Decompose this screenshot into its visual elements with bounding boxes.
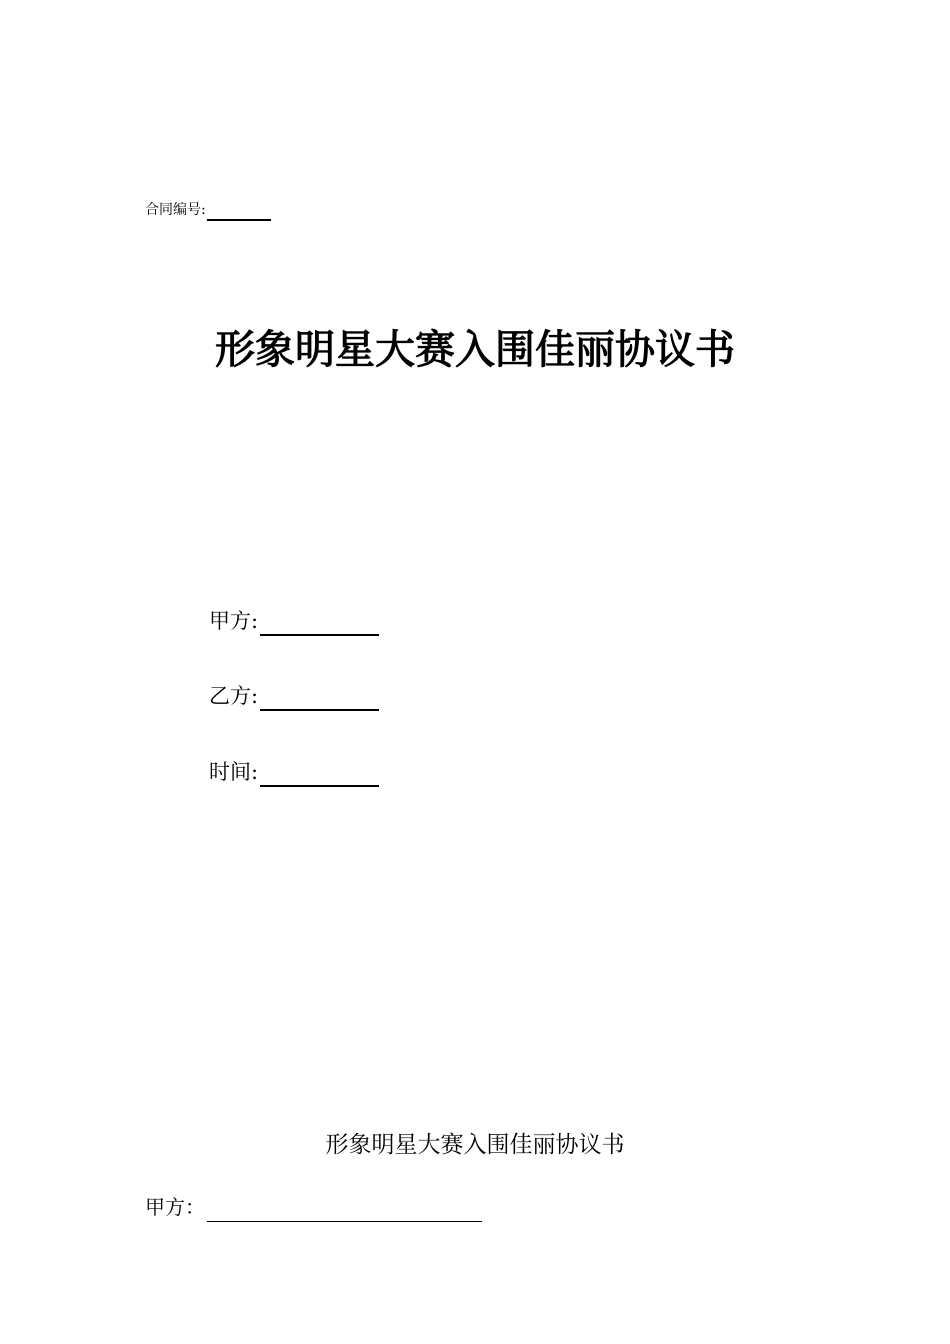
time-blank [260,761,379,787]
contract-number-line [145,199,271,221]
cover-title: 形象明星大赛入围佳丽协议书 [215,327,735,373]
body-title: 形象明星大赛入围佳丽协议书 [325,1132,625,1158]
contract-number-blank [207,201,271,221]
contract-number-label: 合同编号: [145,202,206,218]
party-b-label: 乙方: [209,684,259,708]
body-party-a-blank [207,1199,482,1222]
body-party-a-line [145,1192,482,1222]
time-label: 时间: [209,760,259,784]
time-line [209,757,379,787]
party-b-line [209,681,379,711]
party-a-line [209,606,379,636]
party-b-blank [260,685,379,711]
party-a-blank [260,610,379,636]
body-party-a-label: 甲方： [145,1195,205,1219]
party-a-label: 甲方: [209,609,259,633]
